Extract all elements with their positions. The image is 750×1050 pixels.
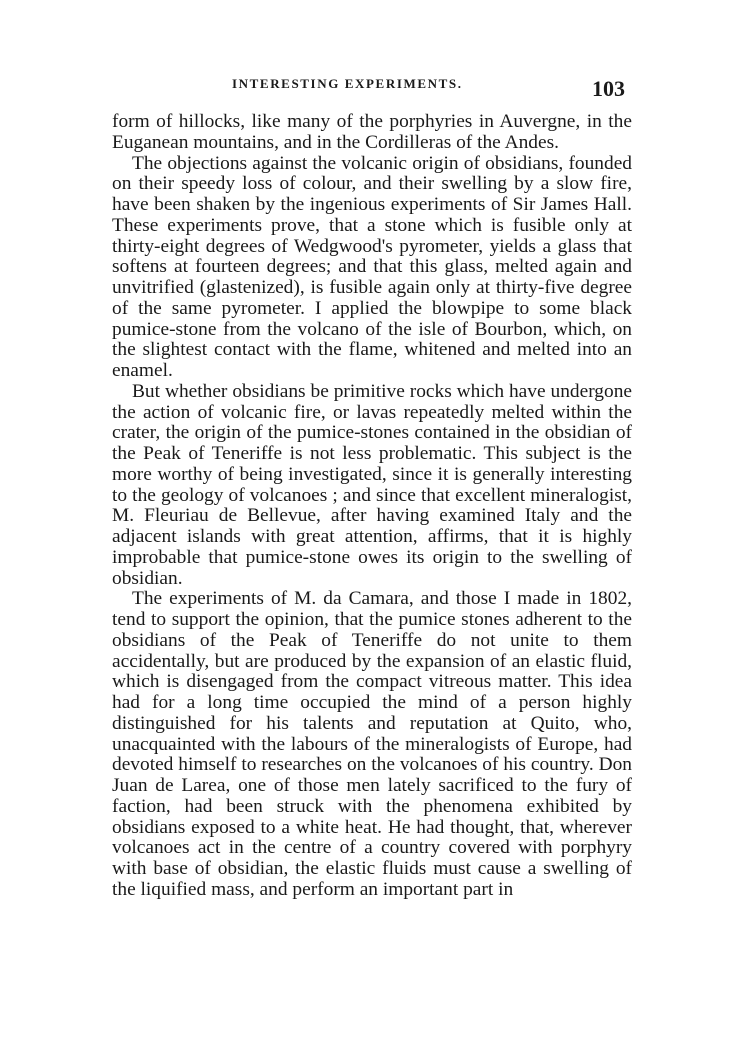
running-head: INTERESTING EXPERIMENTS. [232, 76, 463, 91]
paragraph-obsidian-objections: The objections against the volcanic origin of obsidians, founded on their speedy loss of colour, and their swelling by a slow fire, have been shaken by the ingenious experiments of Sir James Hall. These experiments prove, that a stone which is fusible only at thirty-eight degrees of Wedgwood's pyrometer, yields a glass that softens at fourteen degrees; and that this glass, melted again and unvitrified (glastenized), is fusible again only at thirty-five degree of the same pyrometer. I applied the blowpipe to some black pumice-stone from the volcano of the isle of Bourbon, which, on the slightest contact with the flame, whitened and melted into an enamel. [112, 152, 632, 381]
paragraph-pumice-origin: But whether obsidians be primitive rocks which have undergone the action of volcanic fire, or lavas repeatedly melted within the crater, the origin of the pumice-stones contained in the obsidian of the Peak of Teneriffe is not less problematic. This subject is the more worthy of being investigated, since it is generally interesting to the geology of volcanoes ; and since that excellent mineralogist, M. Fleuriau de Bellevue, after having examined Italy and the adjacent islands with great attention, affirms, that it is highly improbable that pumice-stone owes its origin to the swelling of obsidian. [112, 380, 632, 589]
paragraph-continued: form of hillocks, like many of the porphyries in Auvergne, in the Euganean mountains, and in the Cordilleras of the Andes. [112, 111, 632, 153]
body-text [112, 112, 632, 901]
paragraph-camara-experiments: The experiments of M. da Camara, and those I made in 1802, tend to support the opinion, that the pumice stones adherent to the obsidians of the Peak of Teneriffe do not unite to them accidentally, but are produced by the expansion of an elastic fluid, which is disengaged from the compact vitreous matter. This idea had for a long time occupied the mind of a person highly distinguished for his talents and reputation at Quito, who, unacquainted with the labours of the mineralogists of Europe, had devoted himself to researches on the volcanoes of his country. Don Juan de Larea, one of those men lately sacrificed to the fury of faction, had been struck with the phenomena exhibited by obsidians exposed to a white heat. He had thought, that, wherever volcanoes act in the centre of a country covered with porphyry with base of obsidian, the elastic fluids must cause a swelling of the liquified mass, and perform an important part in [112, 588, 632, 900]
page-number: 103 [592, 76, 625, 101]
